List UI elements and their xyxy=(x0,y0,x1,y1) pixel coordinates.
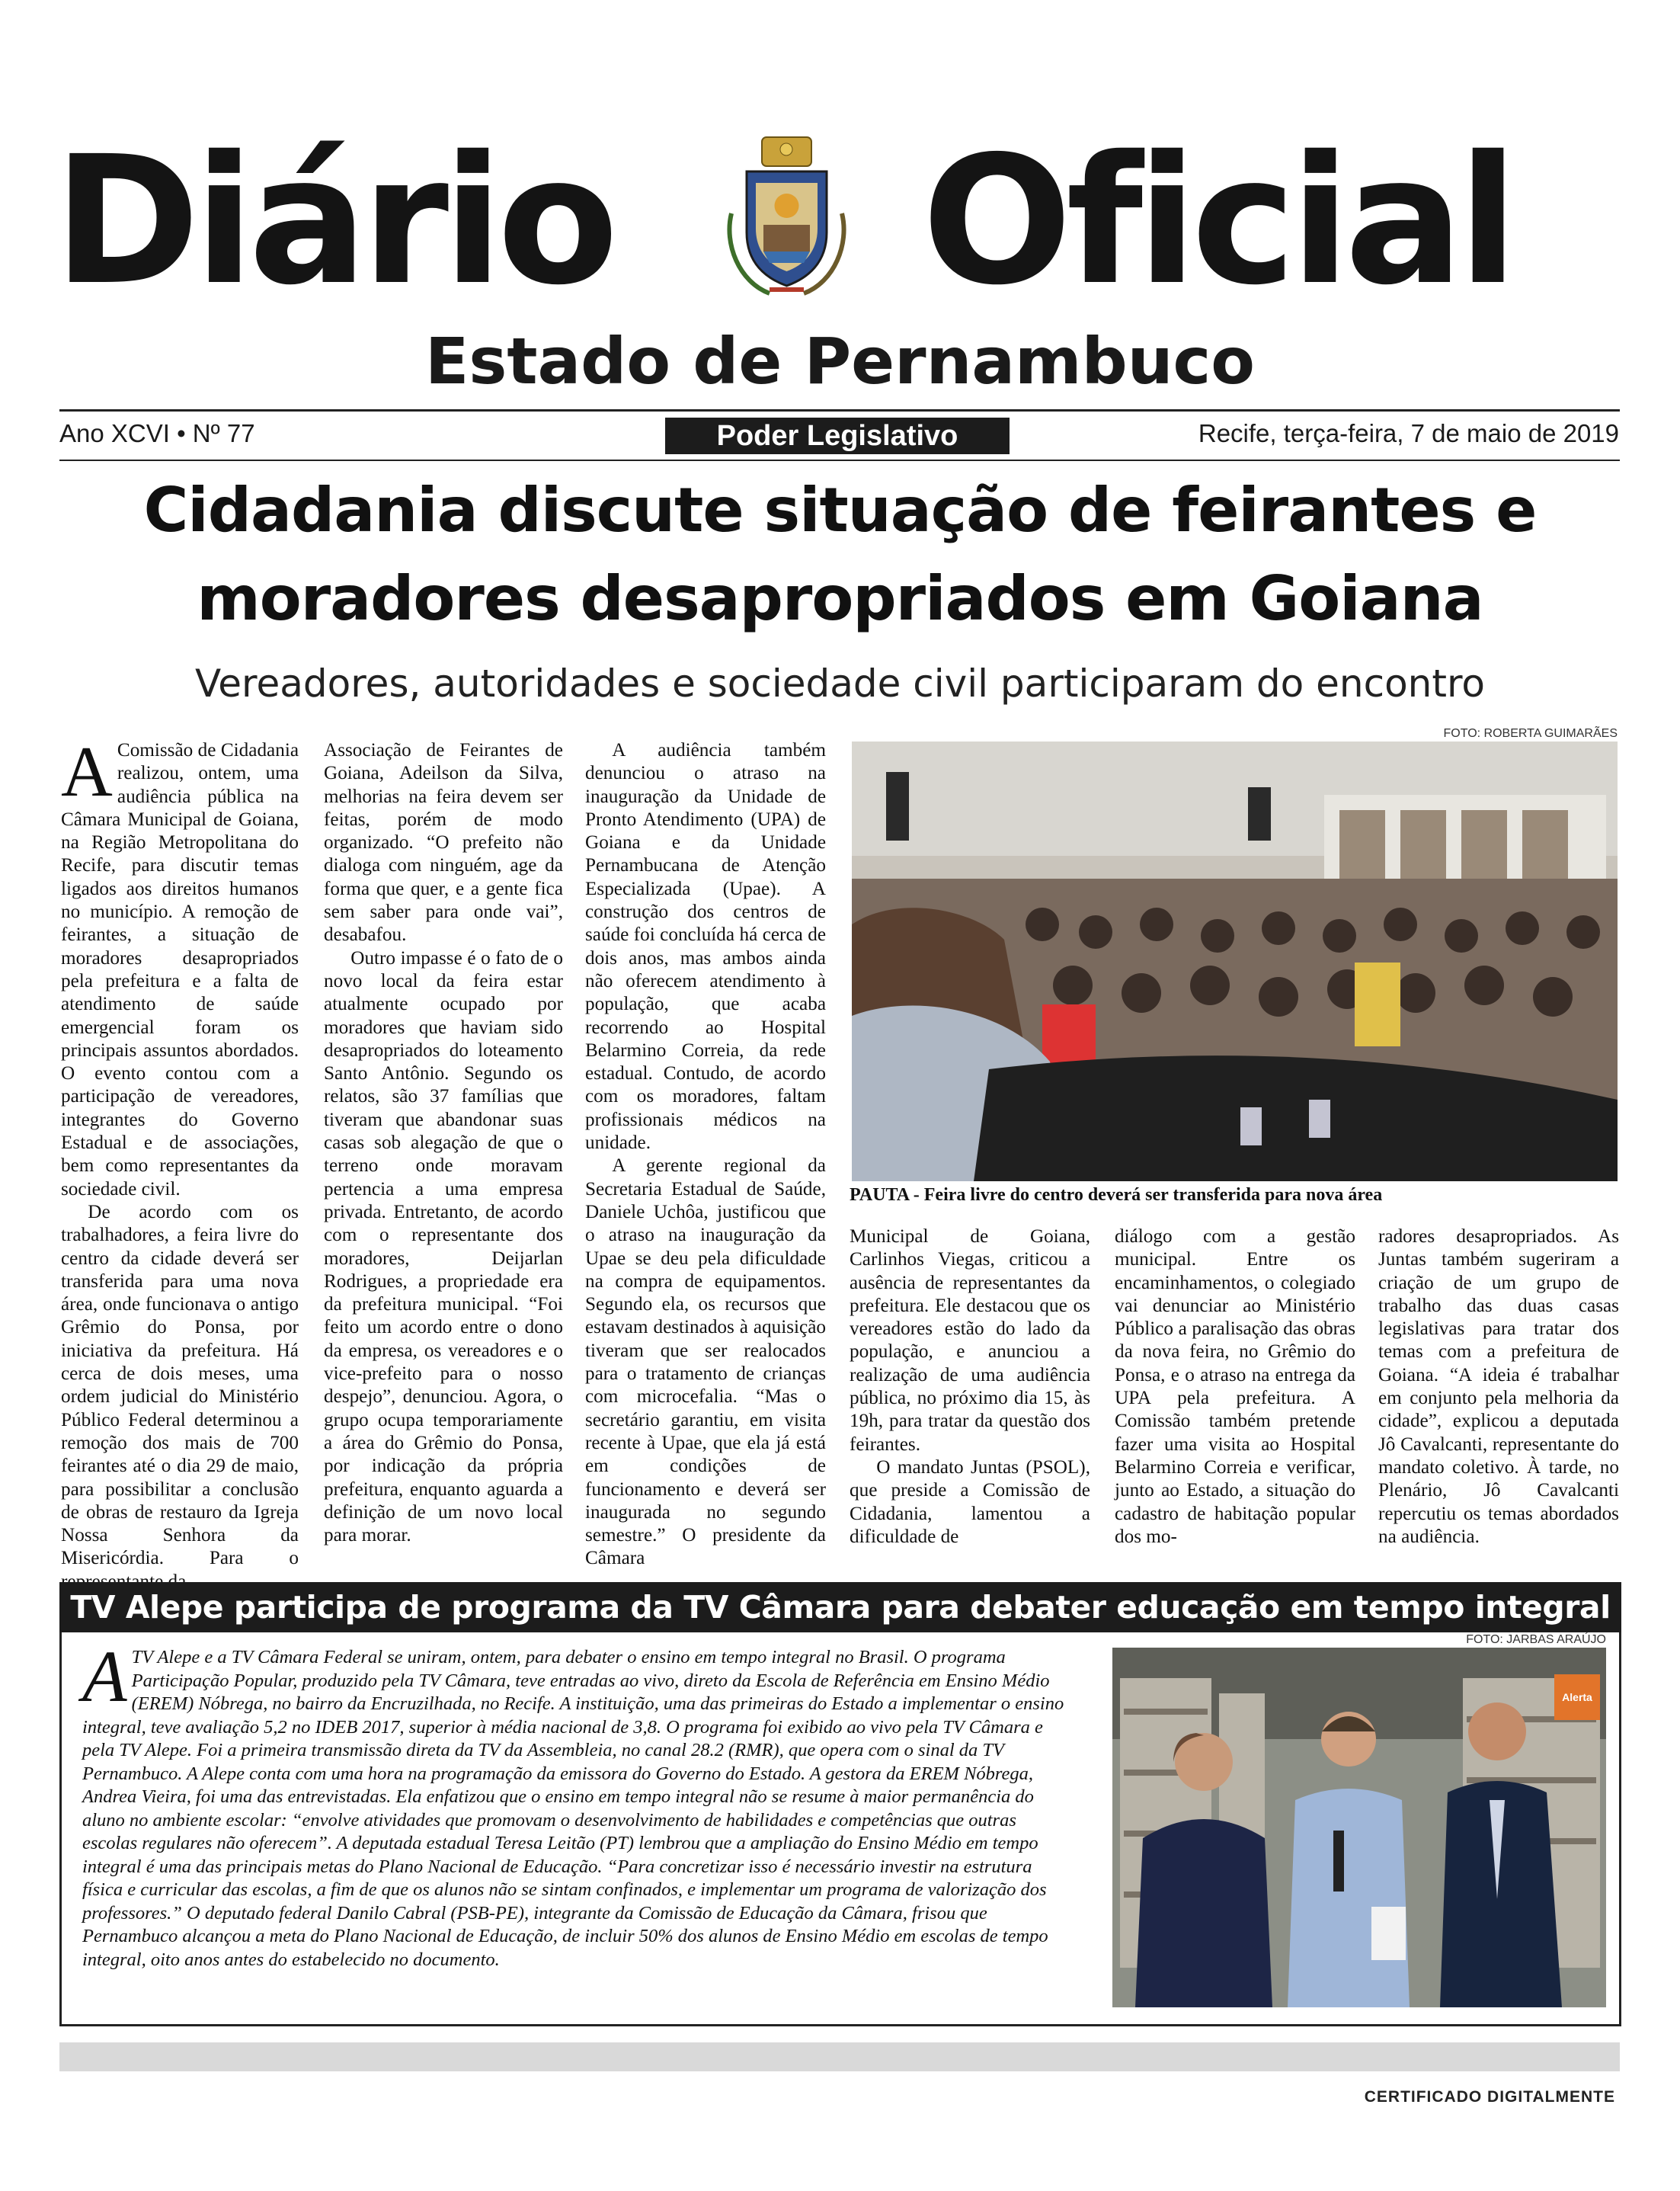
digital-certification-label: CERTIFICADO DIGITALMENTE xyxy=(1364,2088,1615,2106)
lead-col6-paragraph-1: radores desapropriados. As Juntas também sugeriram a criação de um grupo de trabalho das duas casas legislativas para tratar dos temas com a prefeitura de Goiana. “A ideia é trabalhar em conjunto pela melhoria da cidade”, explicou a deputada Jô Cavalcanti, representante do mandato coletivo. À tarde, no Plenário, Jô Cavalcanti repercutiu os temas abordados na audiência. xyxy=(1378,1226,1619,1547)
secondary-photo-banner-text: Alerta xyxy=(1562,1691,1592,1703)
lead-col3-paragraph-2: A gerente regional da Secretaria Estadual de Saúde, Daniele Uchôa, justificou que o atraso na inauguração da Upae se deu pela dificuldade na compra de equipamentos. Segundo ela, os recursos que estavam destinados à aquisição tiveram que ser realocados para o tratamento de crianças com microcefalia. “Mas o secretário garantiu, em visita recente à Upae, que ela já está em condições de funcionamento e deverá ser inaugurada no segundo semestre.” O presidente da Câmara xyxy=(585,1155,826,1569)
state-coat-of-arms-icon xyxy=(716,130,857,305)
lead-photo-caption: PAUTA - Feira livre do centro deverá ser transferida para nova área xyxy=(850,1185,1383,1205)
secondary-body-text: TV Alepe e a TV Câmara Federal se uniram, ontem, para debater o ensino em tempo integral no Brasil. O programa Participação Popular, produzido pela TV Câmara, teve entradas ao vivo, direto da Escola de Referência em Ensino Médio (EREM) Nóbrega, no bairro da Encruzilhada, no Recife. A instituição, uma das primeiras do Estado a implementar o ensino integral, teve avaliação 5,2 no IDEB 2017, superior à média nacional de 3,8. O programa foi exibido ao vivo pela TV Câmara e pela TV Alepe. Foi a primeira transmissão direta da TV da Assembleia, no canal 28.2 (RMR), que opera com o sinal da TV Pernambuco. A Alepe conta com uma hora na programação da emissora do Governo do Estado. A gestora da EREM Nóbrega, Andrea Vieira, foi uma das entrevistadas. Ela enfatizou que o ensino em tempo integral não se resume à maior permanência do aluno no ambiente escolar: “envolve atividades que promovam o desenvolvimento de habilidades e competências que outras escolas regulares não oferecem”. A deputada estadual Teresa Leitão (PT) lembrou que a ampliação do Ensino Médio em tempo integral é uma das principais metas do Plano Nacional de Educação. “Para concretizar isso é necessário investir na estrutura física e curricular das escolas, a fim de que os alunos não se sintam confinados, e implementar um programa de valorização dos professores.” O deputado federal Danilo Cabral (PSB-PE), integrante da Comissão de Educação da Câmara, frisou que Pernambuco alcançou a meta do Plano Nacional de Educação, de incluir 50% dos alunos de Ensino Médio em escolas de tempo integral, oito anos antes do estabelecido no documento. xyxy=(82,1647,1064,1970)
lead-column-6 xyxy=(1378,1225,1619,1555)
lead-headline-line2: moradores desapropriados em Goiana xyxy=(197,563,1483,634)
lead-col2-paragraph-2: Outro impasse é o fato de o novo local da feira estar atualmente ocupado por moradores que haviam sido desapropriados do loteamento Santo Antônio. Segundo os relatos, são 37 famílias que tiveram que abandonar suas casas sob alegação de que o terreno onde moravam pertencia a uma empresa privada. Entretanto, de acordo com o representante dos moradores, Deijarlan Rodrigues, a propriedade era da prefeitura municipal. “Foi feito um acordo entre o dono da empresa, os vereadores e o vice-prefeito para o nosso despejo”, denunciou. Agora, o grupo ocupa temporariamente a área do Grêmio do Ponsa, por indicação da própria prefeitura, enquanto aguarda a definição de um novo local para morar. xyxy=(324,947,563,1546)
lead-column-1 xyxy=(61,732,299,1569)
masthead-top-rule xyxy=(59,409,1620,412)
lead-column-3 xyxy=(585,739,826,1569)
lead-col3-paragraph-1: A audiência também denunciou o atraso na inauguração da Unidade de Pronto Atendimento (UPA) de Goiana e da Unidade Pernambucana de Atenção Especializada (Upae). A construção dos centros de saúde foi concluída há cerca de dois anos, mas ambos ainda não oferecem atendimento à população, que acaba recorrendo ao Hospital Belarmino Correia, da rede estadual. Contudo, de acordo com os moradores, faltam profissionais médicos na unidade. xyxy=(585,740,826,1154)
dateline: Recife, terça-feira, 7 de maio de 2019 xyxy=(1198,419,1619,447)
lead-col4-paragraph-2: O mandato Juntas (PSOL), que preside a Comissão de Cidadania, lamentou a dificuldade de xyxy=(850,1456,1090,1547)
edition-number: Ano XCVI • Nº 77 xyxy=(59,419,255,447)
secondary-photo-credit: FOTO: JARBAS ARAÚJO xyxy=(1466,1633,1606,1646)
lead-headline-line1: Cidadania discute situação de feirantes e xyxy=(143,475,1537,546)
secondary-dropcap: A xyxy=(82,1635,127,1717)
lead-dropcap: A xyxy=(61,732,113,812)
secondary-headline: TV Alepe participa de programa da TV Câmara para debater educação em tempo integral xyxy=(59,1582,1621,1632)
lead-deck: Vereadores, autoridades e sociedade civil participaram do encontro xyxy=(194,661,1486,706)
secondary-body xyxy=(82,1635,1073,1972)
lead-photo-credit: FOTO: ROBERTA GUIMARÃES xyxy=(1443,727,1618,740)
footer-bar xyxy=(59,2042,1620,2071)
masthead-bottom-rule xyxy=(59,460,1620,461)
lead-photo xyxy=(852,742,1618,1181)
lead-headline xyxy=(46,466,1634,643)
masthead-title-right: Oficial xyxy=(922,118,1512,324)
lead-column-5 xyxy=(1115,1225,1355,1555)
lead-col5-paragraph-1: diálogo com a gestão municipal. Entre os encaminhamentos, o colegiado vai denunciar ao Ministério Público a paralisação das obras da nova feira, no Grêmio do Ponsa, e o atraso na entrega da UPA pela prefeitura. A Comissão também pretende fazer uma visita ao Hospital Belarmino Correia e verificar, junto ao Estado, a situação do cadastro de habitação popular dos mo- xyxy=(1115,1226,1355,1547)
section-badge: Poder Legislativo xyxy=(665,418,1010,454)
lead-col1-paragraph-1: Comissão de Cidadania realizou, ontem, uma audiência pública na Câmara Municipal de Goiana, na Região Metropolitana do Recife, para discutir temas ligados aos direitos humanos no município. A remoção de feirantes, a situação de moradores desapropriados pela prefeitura e a falta de atendimento de saúde emergencial foram os principais assuntos abordados. O evento contou com a participação de vereadores, integrantes do Governo Estadual e de associações, bem como representantes da sociedade civil. xyxy=(61,740,299,1200)
masthead-title-left: Diário xyxy=(53,118,613,324)
masthead-state: Estado de Pernambuco xyxy=(424,324,1256,399)
lead-col4-paragraph-1: Municipal de Goiana, Carlinhos Viegas, criticou a ausência de representantes da prefeitura. Ele destacou que os vereadores estão do lado da população, e anunciou a realização de uma audiência pública, no próximo dia 15, às 19h, para tratar da questão dos feirantes. xyxy=(850,1226,1090,1455)
lead-col2-paragraph-1: Associação de Feirantes de Goiana, Adeilson da Silva, melhorias na feira devem ser feitas, porém de modo organizado. “O prefeito não dialoga com ninguém, age da forma que quer, e a gente fica sem saber para onde vai”, desabafou. xyxy=(324,740,563,946)
lead-column-2 xyxy=(324,739,563,1556)
lead-column-4 xyxy=(850,1225,1090,1555)
secondary-photo xyxy=(1112,1648,1606,2007)
lead-col1-paragraph-2: De acordo com os trabalhadores, a feira livre do centro da cidade deverá ser transferida para uma nova área, onde funcionava o antigo Grêmio do Ponsa, por iniciativa da prefeitura. Há cerca de dois meses, uma ordem judicial do Ministério Público Federal determinou a remoção dos mais de 700 feirantes até o dia 29 de maio, para possibilitar a conclusão de obras de restauro da Igreja Nossa Senhora da Misericórdia. Para o xyxy=(61,1201,299,1569)
